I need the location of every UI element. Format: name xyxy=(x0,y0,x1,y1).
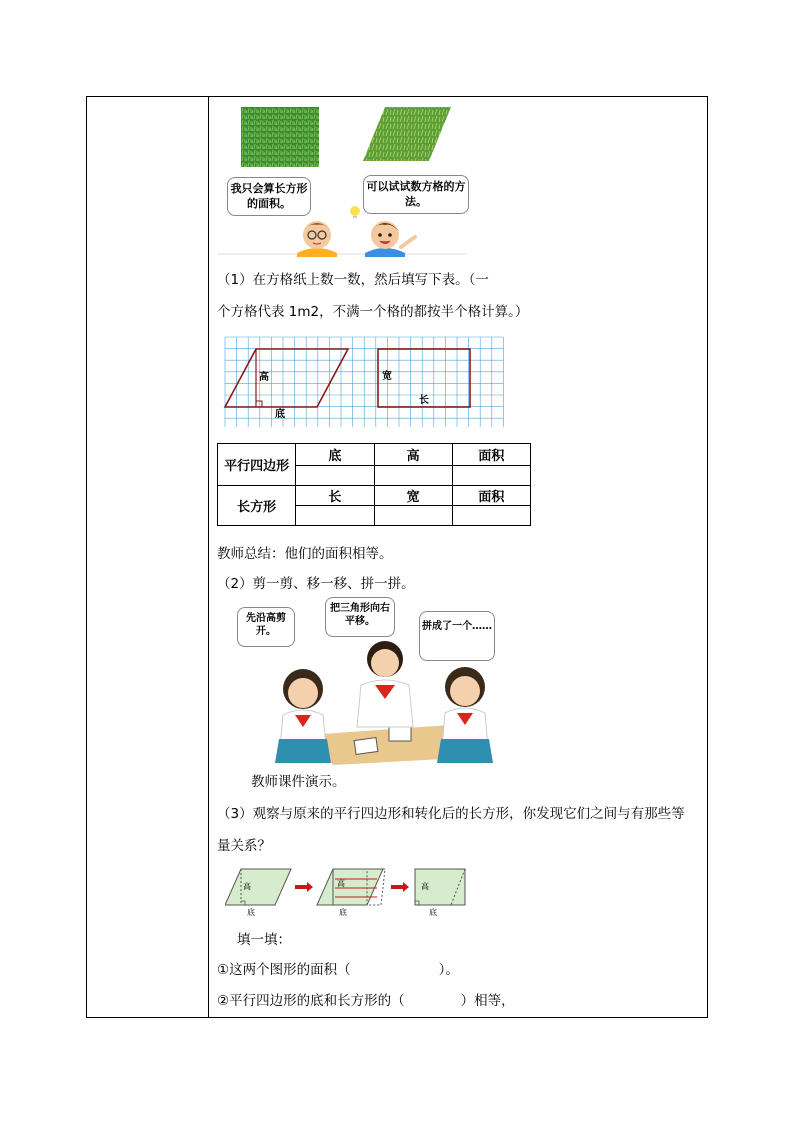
transform-diagram xyxy=(225,867,495,917)
kids-cutting-illustration xyxy=(269,627,509,765)
measure-table xyxy=(217,443,531,526)
fill-title: 填一填： xyxy=(237,932,291,948)
blank-cell[interactable] xyxy=(452,466,530,486)
label-para-height: 高 xyxy=(259,372,269,383)
boy-glasses-illustration xyxy=(287,213,347,257)
blank-cell[interactable] xyxy=(296,466,374,486)
column-divider xyxy=(208,97,209,1017)
boy-idea-illustration xyxy=(345,203,425,257)
kid-bubble-middle: 把三角形向右平移。 xyxy=(325,597,395,637)
row1-col2: 高 xyxy=(374,444,452,466)
label-para-base: 底 xyxy=(275,409,285,420)
step2-text: （2）剪一剪、移一移、拼一拼。 xyxy=(217,576,415,592)
row2-col3: 面积 xyxy=(452,486,530,506)
transform-label-height-3: 高 xyxy=(421,882,429,891)
step1-line1: （1）在方格纸上数一数，然后填写下表。（一 xyxy=(217,272,489,288)
transform-label-base-3: 底 xyxy=(429,908,437,917)
transform-label-base-1: 底 xyxy=(247,908,255,917)
transform-label-height-1: 高 xyxy=(243,882,251,891)
row1-col1: 底 xyxy=(296,444,374,466)
step3-line2: 量关系？ xyxy=(217,838,271,854)
fill-item2: ②平行四边形的底和长方形的（ ）相等， xyxy=(217,993,515,1009)
kid-bubble-left: 先沿高剪开。 xyxy=(237,607,295,647)
grass-parallelogram xyxy=(363,107,451,161)
transform-label-base-2: 底 xyxy=(339,908,347,917)
lesson-table-frame xyxy=(86,96,708,1018)
grass-rectangle xyxy=(241,107,319,167)
blank-cell[interactable] xyxy=(374,466,452,486)
label-rect-length: 长 xyxy=(419,395,429,406)
arrow-right-icon xyxy=(391,882,409,892)
transform-label-height-2: 高 xyxy=(337,879,345,888)
row2-header: 长方形 xyxy=(218,486,296,526)
label-rect-width: 宽 xyxy=(382,371,392,382)
row1-header: 平行四边形 xyxy=(218,444,296,486)
step3-line1: （3）观察与原来的平行四边形和转化后的长方形，你发现它们之间与有那些等 xyxy=(217,806,685,822)
row2-col1: 长 xyxy=(296,486,374,506)
lesson-content xyxy=(217,97,703,1017)
speech-bubble-left: 我只会算长方形的面积。 xyxy=(227,177,311,216)
arrow-right-icon xyxy=(295,882,313,892)
blank-cell[interactable] xyxy=(296,506,374,526)
step1-line2: 个方格代表 1m2，不满一个格的都按半个格计算。） xyxy=(217,304,529,320)
teacher-summary: 教师总结：他们的面积相等。 xyxy=(217,546,393,562)
fill-item1: ①这两个图形的面积（ ）。 xyxy=(217,962,459,978)
row1-col3: 面积 xyxy=(452,444,530,466)
speech-bubble-right: 可以试试数方格的方法。 xyxy=(363,175,469,214)
blank-cell[interactable] xyxy=(452,506,530,526)
kid-bubble-right: 拼成了一个…… xyxy=(419,611,495,661)
transform-parallelogram xyxy=(225,869,291,905)
row2-col2: 宽 xyxy=(374,486,452,506)
teacher-demo: 教师课件演示。 xyxy=(251,774,346,790)
grid-paper xyxy=(223,333,507,427)
blank-cell[interactable] xyxy=(374,506,452,526)
